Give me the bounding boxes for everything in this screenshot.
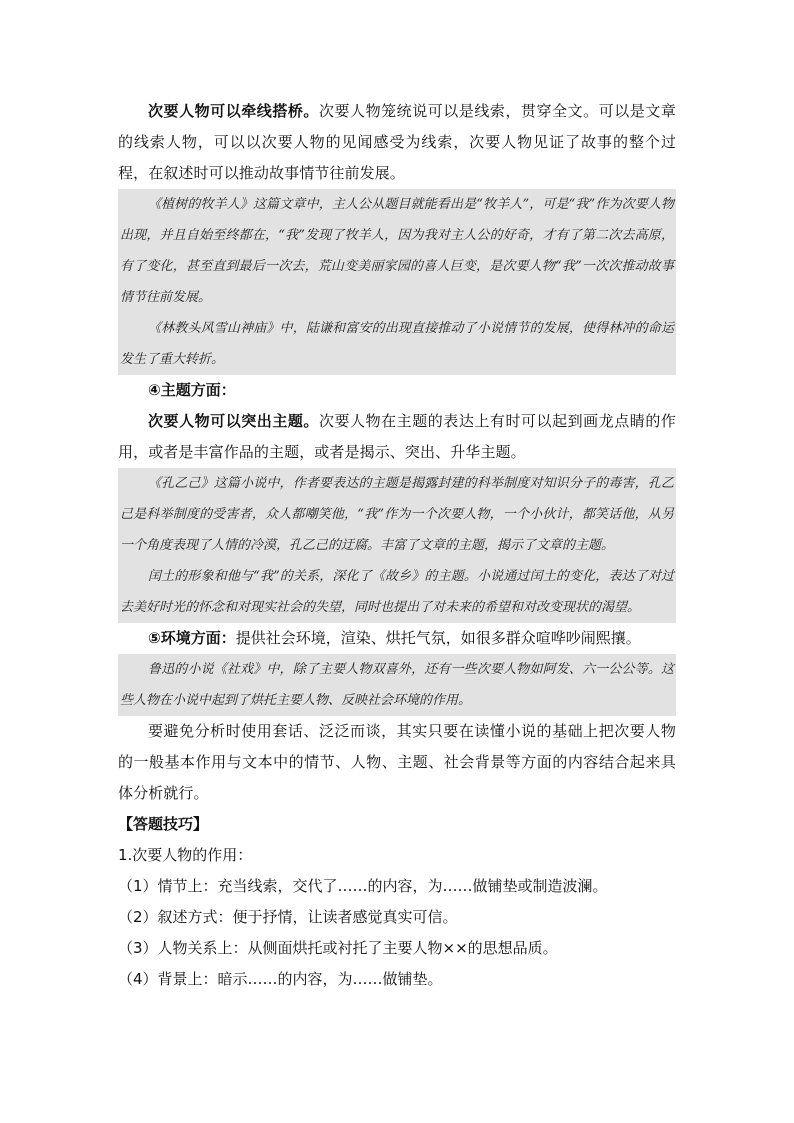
example-block-1 (118, 189, 676, 375)
example-quote: 鲁迅的小说《社戏》中，除了主要人物双喜外，还有一些次要人物如阿发、六一公公等。这些人物在小说中起到了烘托主要人物、反映社会环境的作用。 (120, 662, 674, 708)
example-block-3 (118, 654, 676, 716)
paragraph-connect-role (118, 96, 676, 189)
example-quote: 《植树的牧羊人》这篇文章中，主人公从题目就能看出是“牧羊人”，可是“我”作为次要人物出现，并且自始至终都在，“我”发现了牧羊人，因为我对主人公的好奇，才有了第二次去高原，有了变化，甚至直到最后一次去，荒山变美丽家园的喜人巨变，是次要人物“我”一次次推动故事情节往前发展。 (120, 197, 674, 305)
example-quote: 《孔乙己》这篇小说中，作者要表达的主题是揭露封建的科举制度对知识分子的毒害，孔乙己是科举制度的受害者，众人都嘲笑他，“我”作为一个次要人物，一个小伙计，都笑话他，从另一个角度表现了人情的冷漠，孔乙己的迂腐。丰富了文章的主题，揭示了文章的主题。 (120, 476, 674, 553)
tip-item: （4）背景上：暗示……的内容，为……做铺垫。 (118, 970, 443, 988)
section-heading-environment (118, 623, 676, 654)
heading-bold-lead: ⑤环境方面： (148, 629, 236, 647)
example-block-2 (118, 468, 676, 623)
paragraph-bold-lead: 次要人物可以突出主题。 (148, 412, 319, 430)
tips-heading: 【答题技巧】 (118, 815, 209, 833)
tips-subheading: 1.次要人物的作用： (118, 846, 253, 864)
paragraph-theme-role (118, 406, 676, 468)
paragraph-summary: 要避免分析时使用套话、泛泛而谈，其实只要在读懂小说的基础上把次要人物的一般基本作用与文本中的情节、人物、主题、社会背景等方面的内容结合起来具体分析就行。 (118, 722, 676, 802)
tip-item: （2）叙述方式：便于抒情，让读者感觉真实可信。 (118, 908, 458, 926)
content-column (118, 96, 676, 995)
tip-item: （1）情节上：充当线索，交代了……的内容，为……做铺垫或制造波澜。 (118, 877, 608, 895)
paragraph-text: 次要人物笼统说可以是线索，贯穿全文。可以是文章的线索人物，可以以次要人物的见闻感受为线索，次要人物见证了故事的整个过程，在叙述时可以推动故事情节往前发展。 (118, 102, 676, 182)
tip-item: （3）人物关系上：从侧面烘托或衬托了主要人物××的思想品质。 (118, 939, 558, 957)
heading-text: 提供社会环境，渲染、烘托气氛，如很多群众喧哗吵闹熙攘。 (235, 629, 641, 647)
example-quote: 《林教头风雪山神庙》中，陆谦和富安的出现直接推动了小说情节的发展，使得林冲的命运发生了重大转折。 (120, 321, 674, 367)
section-heading-theme: ④主题方面： (148, 381, 236, 399)
paragraph-text: 次要人物在主题的表达上有时可以起到画龙点睛的作用，或者是丰富作品的主题，或者是揭示、突出、升华主题。 (118, 412, 676, 461)
example-quote: 闰土的形象和他与“我”的关系，深化了《故乡》的主题。小说通过闰土的变化，表达了对过去美好时光的怀念和对现实社会的失望，同时也提出了对未来的希望和对改变现状的渴望。 (120, 569, 674, 615)
paragraph-bold-lead: 次要人物可以牵线搭桥。 (148, 102, 319, 120)
